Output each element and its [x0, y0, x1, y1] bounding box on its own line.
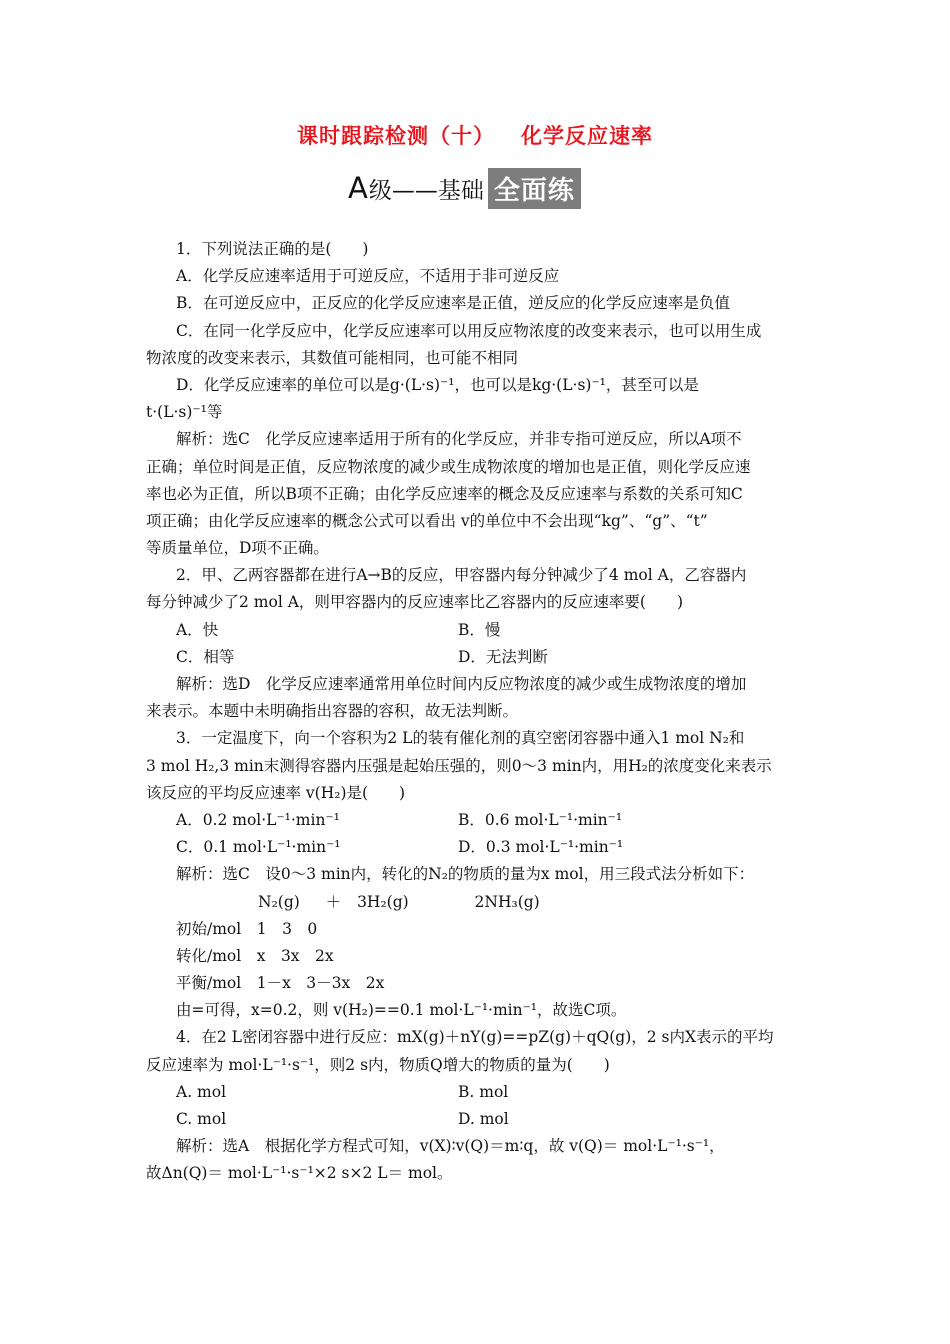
answer-4-line-2: 故Δn(Q)＝ mol·L⁻¹·s⁻¹×2 s×2 L＝ mol。	[146, 1164, 453, 1183]
question-3-option-c: C．0.1 mol·L⁻¹·min⁻¹	[176, 838, 341, 857]
question-3-line-1: 3．一定温度下，向一个容积为2 L的装有催化剂的真空密闭容器中通入1 mol N₂和	[176, 729, 745, 748]
title-part-1: 课时跟踪检测（十）	[297, 124, 495, 148]
question-4-line-2: 反应速率为 mol·L⁻¹·s⁻¹，则2 s内，物质Q增大的物质的量为( )	[146, 1055, 610, 1074]
answer-3-row-equilibrium: 平衡/mol 1－x 3－3x 2x	[176, 974, 385, 993]
equation-nh3: 2NH₃(g)	[474, 892, 540, 911]
question-3-option-b: B．0.6 mol·L⁻¹·min⁻¹	[458, 810, 623, 829]
question-3-options-row-1	[146, 807, 812, 834]
question-1-option-c-line-1: C．在同一化学反应中，化学反应速率可以用反应物浓度的改变来表示，也可以用生成	[176, 321, 762, 340]
page-title	[0, 120, 950, 150]
question-1-option-a: A．化学反应速率适用于可逆反应，不适用于非可逆反应	[176, 267, 560, 286]
answer-1-line-2: 正确；单位时间是正值，反应物浓度的减少或生成物浓度的增加也是正值，则化学反应速	[146, 457, 751, 476]
answer-2-line-2: 来表示。本题中未明确指出容器的容积，故无法判断。	[146, 702, 519, 721]
question-3-line-2: 3 mol H₂,3 min末测得容器内压强是起始压强的，则0～3 min内，用H₂的浓度变化来表示	[146, 756, 772, 775]
level-letter: A	[348, 171, 368, 205]
title-part-2: 化学反应速率	[521, 124, 653, 148]
question-1-stem: 1．下列说法正确的是( )	[176, 240, 369, 258]
question-4-options-row-2	[146, 1106, 812, 1133]
answer-3-row-initial: 初始/mol 1 3 0	[176, 919, 318, 938]
question-1-option-c-line-2: 物浓度的改变来表示，其数值可能相同，也可能不相同	[146, 348, 519, 367]
answer-3-line-1: 解析：选C 设0～3 min内，转化的N₂的物质的量为x mol，用三段式法分析如下：	[176, 865, 755, 884]
question-1-option-d-line-1: D．化学反应速率的单位可以是g·(L·s)⁻¹，也可以是kg·(L·s)⁻¹，甚至可以是	[176, 375, 699, 394]
answer-2-line-1: 解析：选D 化学反应速率通常用单位时间内反应物浓度的减少或生成物浓度的增加	[176, 675, 747, 693]
level-heading	[348, 167, 581, 209]
question-3-option-d: D．0.3 mol·L⁻¹·min⁻¹	[458, 838, 624, 857]
answer-4-line-1: 解析：选A 根据化学方程式可知，v(X)∶v(Q)＝m∶q，故 v(Q)＝ mol·L⁻¹·s⁻¹，	[176, 1137, 725, 1156]
answer-1-line-3: 率也必为正值，所以B项不正确；由化学反应速率的概念及反应速率与系数的关系可知C	[146, 484, 743, 503]
equation-plus: ＋	[325, 892, 342, 911]
question-2-line-1: 2．甲、乙两容器都在进行A→B的反应，甲容器内每分钟减少了4 mol A，乙容器内	[176, 566, 747, 585]
question-4-option-d: D. mol	[458, 1110, 509, 1128]
question-3-options-row-2	[146, 834, 812, 861]
level-badge: 全面练	[488, 168, 581, 209]
question-4-option-c: C. mol	[176, 1110, 227, 1128]
level-text: 级——基础	[368, 177, 484, 204]
question-4-options-row-1	[146, 1079, 812, 1106]
equation-n2: N₂(g)	[258, 892, 300, 911]
question-4-line-1: 4．在2 L密闭容器中进行反应：mX(g)＋nY(g)==pZ(g)＋qQ(g)，2 s内X表示的平均	[176, 1028, 774, 1047]
answer-3-result: 由=可得，x=0.2，则 v(H₂)==0.1 mol·L⁻¹·min⁻¹，故选C项。	[176, 1001, 627, 1020]
question-2-option-b: B．慢	[458, 620, 501, 639]
question-2-option-a: A．快	[176, 620, 219, 639]
question-3-line-3: 该反应的平均反应速率 v(H₂)是( )	[146, 783, 406, 802]
question-3-option-a: A．0.2 mol·L⁻¹·min⁻¹	[176, 810, 340, 829]
question-4-option-b: B. mol	[458, 1082, 509, 1101]
answer-3-row-change: 转化/mol x 3x 2x	[176, 946, 334, 965]
question-2-options-row-2	[146, 644, 812, 671]
question-content	[146, 236, 812, 1188]
answer-1-line-5: 等质量单位，D项不正确。	[146, 539, 329, 558]
question-2-line-2: 每分钟减少了2 mol A，则甲容器内的反应速率比乙容器内的反应速率要( )	[146, 593, 683, 612]
question-2-option-c: C．相等	[176, 647, 235, 666]
question-2-option-d: D．无法判断	[458, 647, 548, 666]
answer-1-line-4: 项正确；由化学反应速率的概念公式可以看出 v的单位中不会出现“kg”、“g”、“t”	[146, 511, 708, 530]
question-1-option-b: B．在可逆反应中，正反应的化学反应速率是正值，逆反应的化学反应速率是负值	[176, 294, 730, 313]
answer-3-equation	[146, 889, 812, 916]
question-1-option-d-line-2: t·(L·s)⁻¹等	[146, 403, 223, 422]
answer-1-line-1: 解析：选C 化学反应速率适用于所有的化学反应，并非专指可逆反应，所以A项不	[176, 430, 742, 449]
question-2-options-row-1	[146, 617, 812, 644]
question-4-option-a: A. mol	[176, 1082, 227, 1101]
equation-h2: 3H₂(g)	[357, 892, 409, 911]
